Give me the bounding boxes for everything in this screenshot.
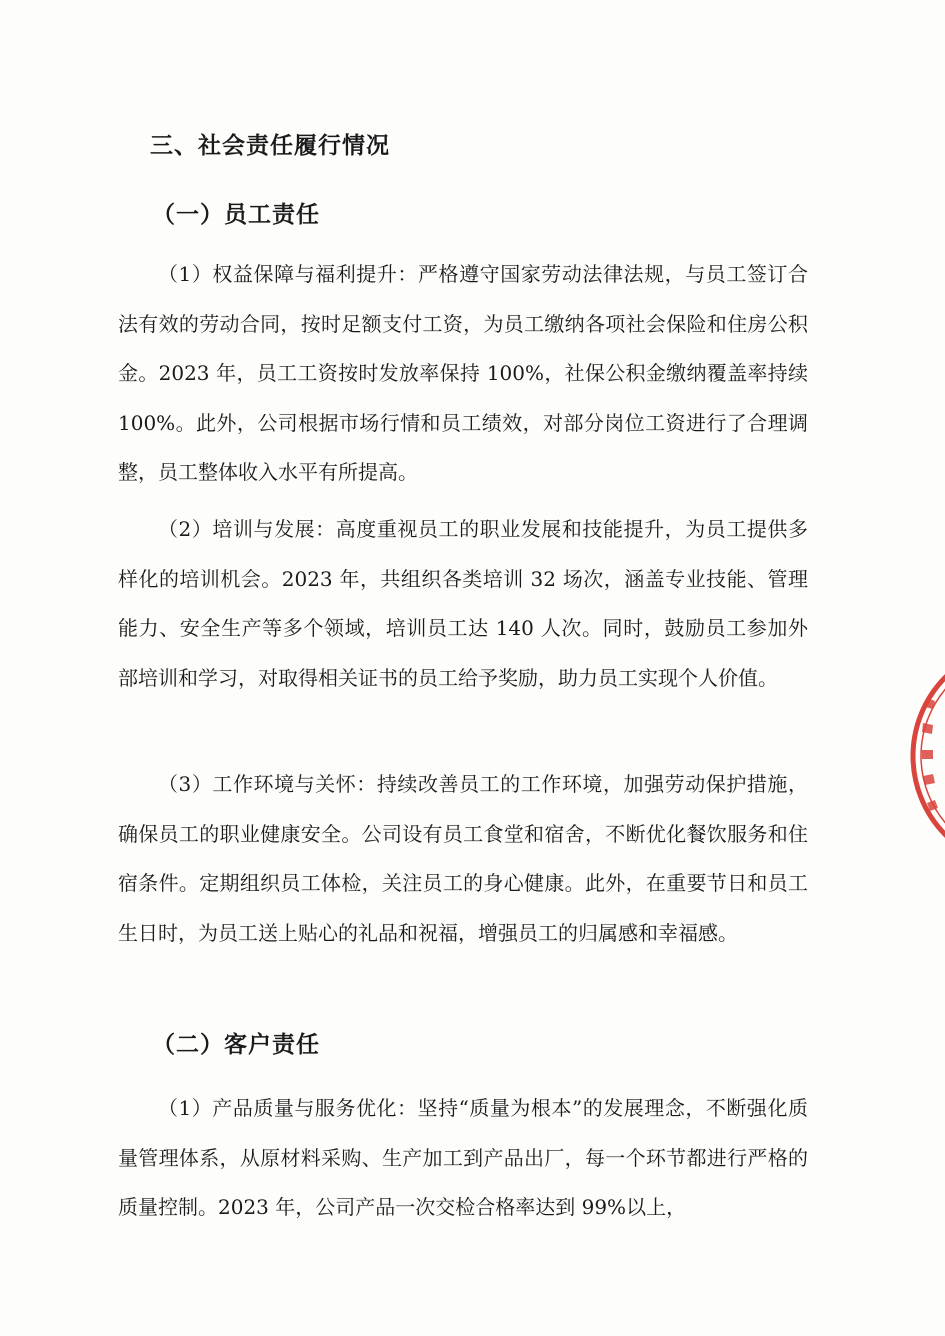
employee-responsibility-title: （一）员工责任 [152, 202, 320, 228]
section-title: 三、社会责任履行情况 [150, 133, 390, 159]
customer-paragraph-1: （1）产品质量与服务优化：坚持“质量为根本”的发展理念，不断强化质量管理体系，从原材料采购、生产加工到产品出厂，每一个环节都进行严格的质量控制。2023 年，公司产品一次交检合格率达到 99%以上， [118, 1096, 808, 1219]
employee-paragraph-1: （1）权益保障与福利提升：严格遵守国家劳动法律法规，与员工签订合法有效的劳动合同，按时足额支付工资，为员工缴纳各项社会保险和住房公积金。2023 年，员工工资按时发放率保持 100%，社保公积金缴纳覆盖率持续 100%。此外，公司根据市场行情和员工绩效，对部分岗位工资进行了合理调整，员工整体收入水平有所提高。 [118, 262, 808, 484]
employee-paragraph-3: （3）工作环境与关怀：持续改善员工的工作环境，加强劳动保护措施，确保员工的职业健康安全。公司设有员工食堂和宿舍，不断优化餐饮服务和住宿条件。定期组织员工体检，关注员工的身心健康。此外，在重要节日和员工生日时，为员工送上贴心的礼品和祝福，增强员工的归属感和幸福感。 [118, 772, 808, 945]
red-seal-stamp-icon [905, 668, 945, 843]
employee-paragraph-2: （2）培训与发展：高度重视员工的职业发展和技能提升，为员工提供多样化的培训机会。2023 年，共组织各类培训 32 场次，涵盖专业技能、管理能力、安全生产等多个领域，培训员工达 140 人次。同时，鼓励员工参加外部培训和学习，对取得相关证书的员工给予奖励，助力员工实现个人价值。 [118, 517, 808, 690]
customer-responsibility-title: （二）客户责任 [152, 1032, 320, 1058]
